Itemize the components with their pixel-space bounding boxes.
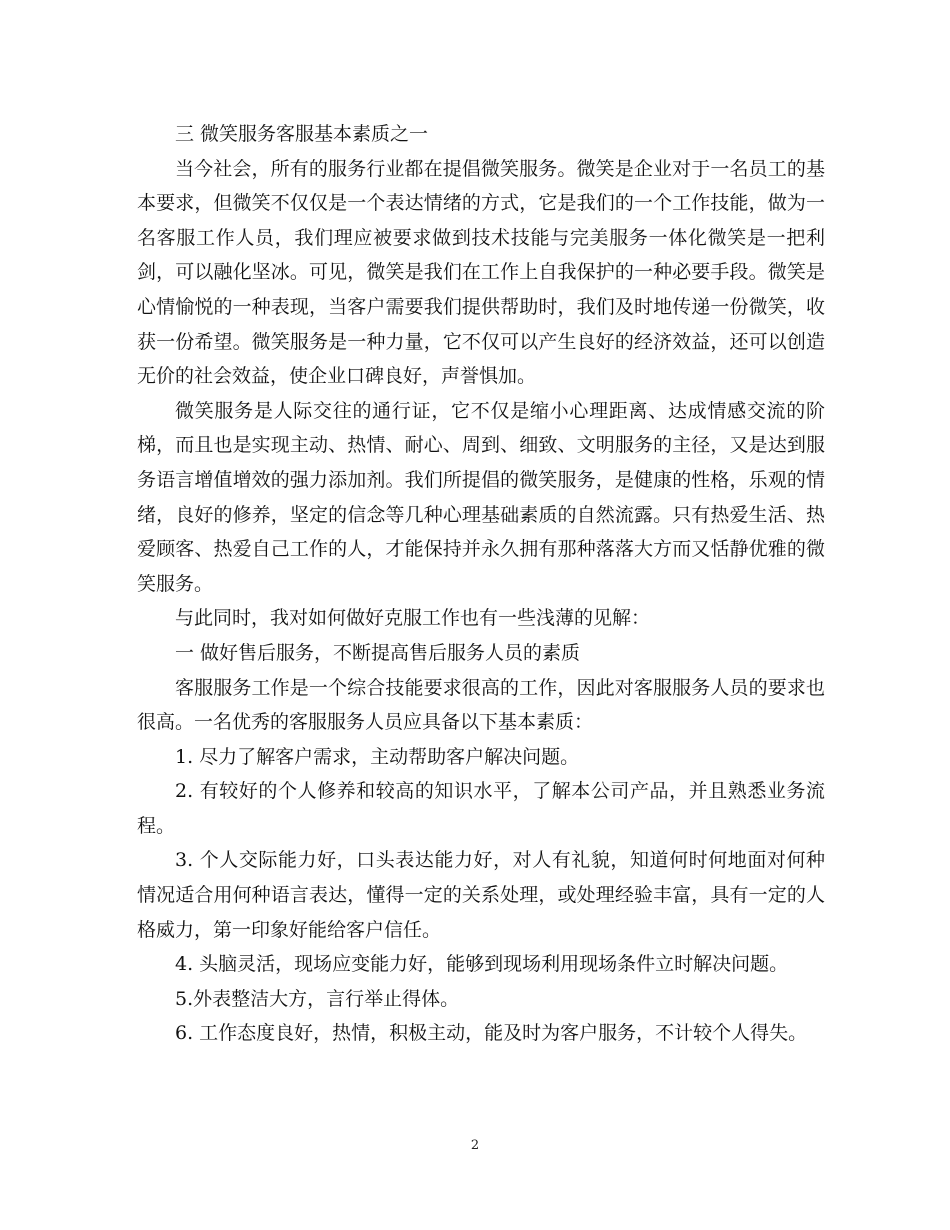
list-item: 5.外表整洁大方，言行举止得体。 — [175, 987, 460, 1010]
section-heading: 三 微笑服务客服基本素质之一 — [175, 123, 429, 145]
paragraph: 客服服务工作是一个综合技能要求很高的工作，因此对客服服务人员的要求也很高。一名优秀的客服服务人员应具备以下基本素质： — [137, 676, 825, 734]
document-body — [137, 117, 825, 1051]
page-number: 2 — [470, 1138, 480, 1153]
list-item: 2. 有较好的个人修养和较高的知识水平，了解本公司产品，并且熟悉业务流程。 — [137, 780, 825, 837]
paragraph: 微笑服务是人际交往的通行证，它不仅是缩小心理距离、达成情感交流的阶梯，而且也是实现主动、热情、耐心、周到、细致、文明服务的主径，又是达到服务语言增值增效的强力添加剂。我们所提倡的微笑服务，是健康的性格，乐观的情绪，良好的修养，坚定的信念等几种心理基础素质的自然流露。只有热爱生活、热爱顾客、热爱自己工作的人，才能保持并永久拥有那种落落大方而又恬静优雅的微笑服务。 — [137, 399, 825, 595]
list-item: 4. 头脑灵活，现场应变能力好，能够到现场利用现场条件立时解决问题。 — [175, 953, 789, 976]
list-item: 1. 尽力了解客户需求，主动帮助客户解决问题。 — [175, 745, 580, 768]
paragraph: 当今社会，所有的服务行业都在提倡微笑服务。微笑是企业对于一名员工的基本要求，但微笑不仅仅是一个表达情绪的方式，它是我们的一个工作技能，做为一名客服工作人员，我们理应被要求做到技术技能与完美服务一体化微笑是一把利剑，可以融化坚冰。可见，微笑是我们在工作上自我保护的一种必要手段。微笑是心情愉悦的一种表现，当客户需要我们提供帮助时，我们及时地传递一份微笑，收获一份希望。微笑服务是一种力量，它不仅可以产生良好的经济效益，还可以创造无价的社会效益，使企业口碑良好，声誉惧加。 — [137, 157, 825, 388]
paragraph: 与此同时，我对如何做好克服工作也有一些浅薄的见解： — [175, 607, 651, 630]
list-item: 3. 个人交际能力好，口头表达能力好，对人有礼貌，知道何时何地面对何种情况适合用何种语言表达，懂得一定的关系处理，或处理经验丰富，具有一定的人格威力，第一印象好能给客户信任。 — [137, 849, 825, 941]
list-item: 6. 工作态度良好，热情，积极主动，能及时为客户服务，不计较个人得失。 — [175, 1022, 808, 1045]
subsection-heading: 一 做好售后服务，不断提高售后服务人员的素质 — [175, 641, 581, 664]
